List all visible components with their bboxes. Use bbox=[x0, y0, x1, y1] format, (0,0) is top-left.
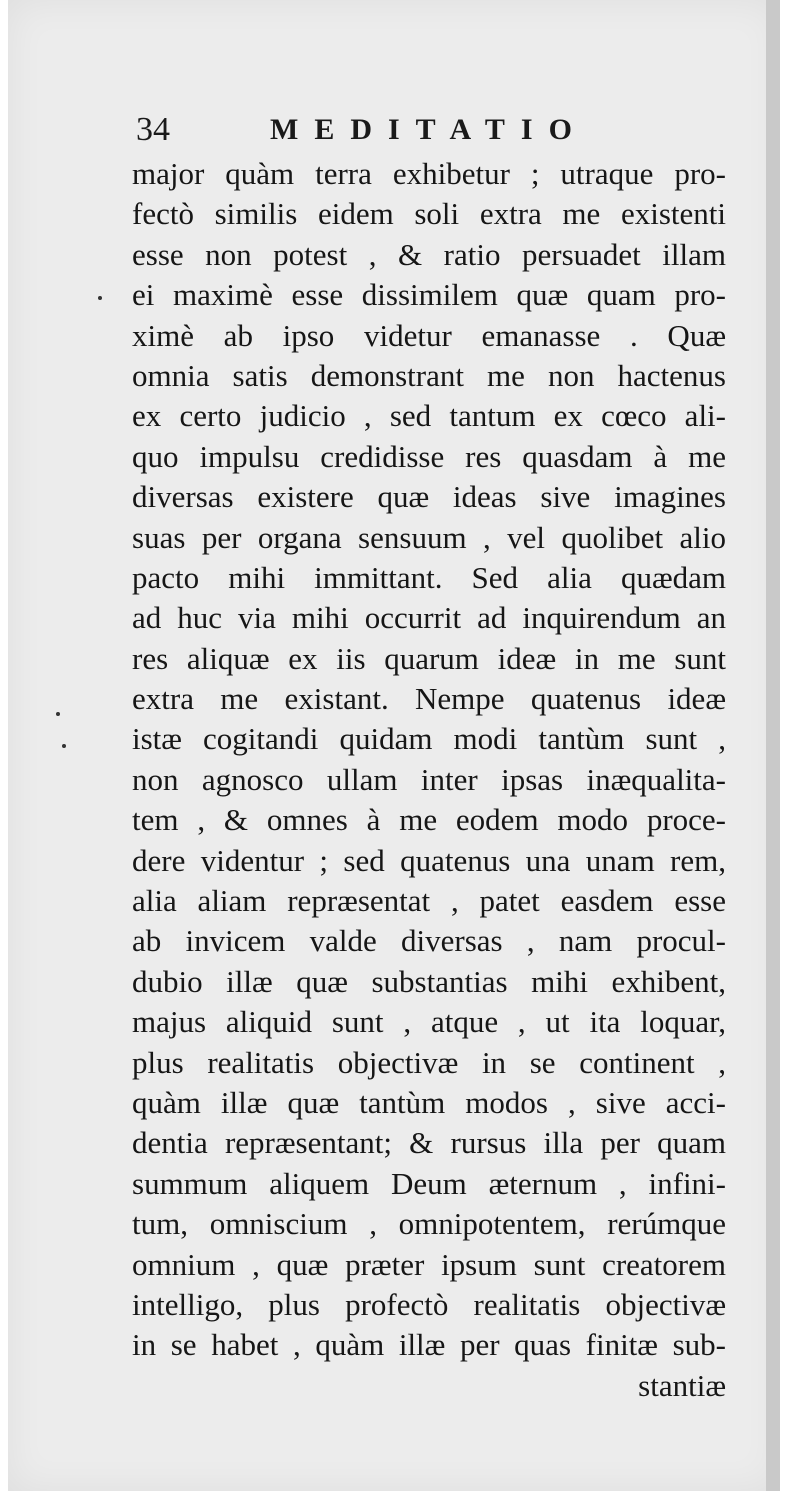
text-line: omnia satis demonstrant me non hactenus bbox=[132, 357, 726, 393]
running-title: MEDITATIO bbox=[270, 113, 588, 146]
text-line: in se habet , quàm illæ per quas finitæ sub- bbox=[132, 1327, 726, 1363]
text-line: quàm illæ quæ tantùm modos , sive acci- bbox=[132, 1084, 726, 1120]
text-line: suas per organa sensuum , vel quolibet alio bbox=[132, 519, 726, 555]
text-line: ab invicem valde diversas , nam procul- bbox=[132, 923, 726, 959]
text-line: ximè ab ipso videtur emanasse . Quæ bbox=[132, 317, 726, 353]
page-gutter-shadow bbox=[766, 0, 780, 1491]
text-line: non agnosco ullam inter ipsas inæqualita- bbox=[132, 761, 726, 797]
body-text bbox=[132, 154, 726, 1406]
text-line: diversas existere quæ ideas sive imagines bbox=[132, 479, 726, 515]
page-number: 34 bbox=[136, 111, 170, 148]
text-line: esse non potest , & ratio persuadet illam bbox=[132, 236, 726, 272]
ink-speck bbox=[62, 744, 66, 748]
text-line: res aliquæ ex iis quarum ideæ in me sunt bbox=[132, 640, 726, 676]
text-line: dentia repræsentant; & rursus illa per quam bbox=[132, 1125, 726, 1161]
text-line: pacto mihi immittant. Sed alia quædam bbox=[132, 559, 726, 595]
text-line: fectò similis eidem soli extra me existenti bbox=[132, 196, 726, 232]
text-line: quo impulsu credidisse res quasdam à me bbox=[132, 438, 726, 474]
ink-speck bbox=[56, 712, 60, 716]
text-line: ad huc via mihi occurrit ad inquirendum an bbox=[132, 600, 726, 636]
text-line: tem , & omnes à me eodem modo proce- bbox=[132, 802, 726, 838]
text-line: ei maximè esse dissimilem quæ quam pro- bbox=[132, 277, 726, 313]
text-line: plus realitatis objectivæ in se continent , bbox=[132, 1044, 726, 1080]
text-line: extra me existant. Nempe quatenus ideæ bbox=[132, 681, 726, 717]
page-header bbox=[136, 108, 736, 152]
text-line: summum aliquem Deum æternum , infini- bbox=[132, 1165, 726, 1201]
text-line: majus aliquid sunt , atque , ut ita loquar, bbox=[132, 1004, 726, 1040]
text-line: dere videntur ; sed quatenus una unam rem, bbox=[132, 842, 726, 878]
text-line: ex certo judicio , sed tantum ex cœco ali- bbox=[132, 398, 726, 434]
catchword: stantiæ bbox=[638, 1367, 726, 1403]
text-line: dubio illæ quæ substantias mihi exhibent, bbox=[132, 963, 726, 999]
text-line: major quàm terra exhibetur ; utraque pro- bbox=[132, 156, 726, 191]
ink-speck bbox=[98, 296, 102, 300]
text-line: intelligo, plus profectò realitatis objectivæ bbox=[132, 1286, 726, 1322]
text-line: istæ cogitandi quidam modi tantùm sunt , bbox=[132, 721, 726, 757]
text-line: alia aliam repræsentat , patet easdem esse bbox=[132, 883, 726, 919]
text-line: omnium , quæ præter ipsum sunt creatorem bbox=[132, 1246, 726, 1282]
text-line: tum, omniscium , omnipotentem, rerúmque bbox=[132, 1206, 726, 1242]
